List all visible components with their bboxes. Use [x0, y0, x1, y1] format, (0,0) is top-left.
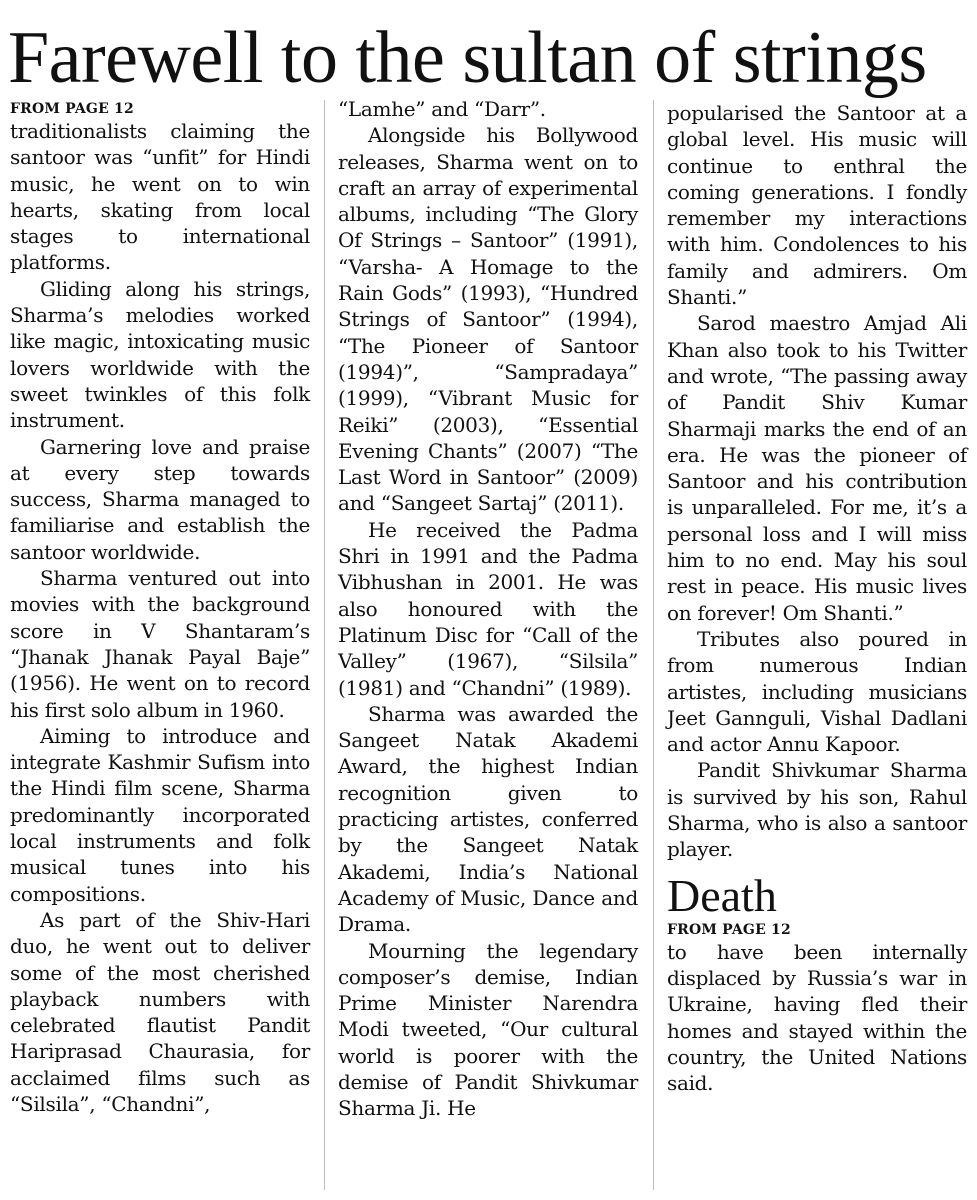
- article-paragraph: As part of the Shiv-Hari duo, he went out to deliver some of the most cherished playback numbers with celebrated flautist Pandit Hariprasad Chaurasia, for acclaimed films such as “Silsila”, “Chandni”,: [10, 907, 310, 1116]
- article-paragraph: Pandit Shivkumar Sharma is survived by his son, Rahul Sharma, who is also a santoor player.: [667, 758, 967, 862]
- death-story-title: Death: [667, 869, 777, 921]
- article-column-1: [10, 100, 310, 1117]
- article-paragraph: Tributes also poured in from numerous Indian artistes, including musicians Jeet Gannguli, Vishal Dadlani and actor Annu Kapoor.: [667, 626, 967, 757]
- article-paragraph: “Lamhe” and “Darr”.: [338, 97, 546, 121]
- article-paragraph: popularised the Santoor at a global level. His music will continue to enthral the coming generations. I fondly remember my interactions with him. Condolences to his family and admirers. Om Shanti.”: [667, 101, 967, 310]
- column-rule: [653, 100, 654, 1190]
- article-paragraph: Garnering love and praise at every step towards success, Sharma managed to familiarise and establish the santoor worldwide.: [10, 434, 310, 564]
- column-rule: [324, 100, 325, 1190]
- article-paragraph: Sharma ventured out into movies with the background score in V Shantaram’s “Jhanak Jhanak Payal Baje” (1956). He went on to record his first solo album in 1960.: [10, 566, 310, 722]
- article-paragraph: to have been internally displaced by Russia’s war in Ukraine, having fled their homes and stayed within the country, the United Nations said.: [667, 939, 967, 1096]
- article-paragraph: traditionalists claiming the santoor was “unfit” for Hindi music, he went on to win hearts, skating from local stages to international platforms.: [10, 119, 310, 275]
- jump-label: FROM PAGE 12: [667, 921, 791, 938]
- headline: Farewell to the sultan of strings: [8, 17, 927, 99]
- article-paragraph: He received the Padma Shri in 1991 and the Padma Vibhushan in 2001. He was also honoured with the Platinum Disc for “Call of the Valley” (1967), “Silsila” (1981) and “Chandni” (1989).: [338, 517, 638, 700]
- death-story: [667, 869, 967, 1097]
- article-column-2: [338, 96, 638, 1122]
- article-paragraph: Sharma was awarded the Sangeet Natak Akademi Award, the highest Indian recognition given to practicing artistes, conferred by the Sangeet Natak Akademi, India’s National Academy of Music, Dance and Drama.: [338, 701, 638, 937]
- article-paragraph: Alongside his Bollywood releases, Sharma went on to craft an array of experimental albums, including “The Glory Of Strings – Santoor” (1991), “Varsha- A Homage to the Rain Gods” (1993), “Hundred Strings of Santoor” (1994), “The Pioneer of Santoor (1994)”, “Sampradaya” (1999), “Vibrant Music for Reiki” (2003), “Essential Evening Chants” (2007) “The Last Word in Santoor” (2009) and “Sangeet Sartaj” (2011).: [338, 123, 638, 516]
- article-paragraph: Sarod maestro Amjad Ali Khan also took to his Twitter and wrote, “The passing away of Pandit Shiv Kumar Sharmaji marks the end of an era. He was the pioneer of Santoor and his contribution is unparalleled. For me, it’s a personal loss and I will miss him to no end. May his soul rest in peace. His music lives on forever! Om Shanti.”: [667, 311, 967, 625]
- article-column-3: [667, 100, 967, 1096]
- jump-label: FROM PAGE 12: [10, 101, 134, 117]
- article-paragraph: Gliding along his strings, Sharma’s melodies worked like magic, intoxicating music lovers worldwide with the sweet twinkles of this folk instrument.: [10, 276, 310, 433]
- article-paragraph: Mourning the legendary composer’s demise, Indian Prime Minister Narendra Modi tweeted, “Our cultural world is poorer with the demise of Pandit Shivkumar Sharma Ji. He: [338, 938, 638, 1121]
- article-paragraph: Aiming to introduce and integrate Kashmir Sufism into the Hindi film scene, Sharma predominantly incorporated local instruments and folk musical tunes into his compositions.: [10, 723, 310, 906]
